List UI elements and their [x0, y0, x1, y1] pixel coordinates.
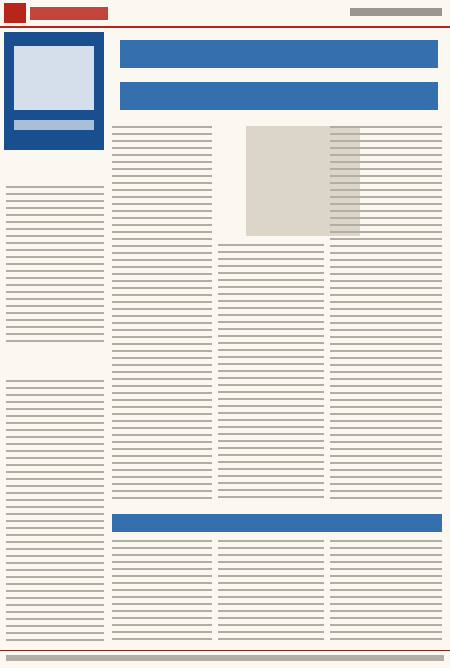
- text-line-placeholder: [218, 391, 324, 393]
- text-line-placeholder: [6, 471, 104, 473]
- masthead: [0, 0, 450, 26]
- text-line-placeholder: [330, 210, 442, 212]
- text-line-placeholder: [6, 541, 104, 543]
- text-line-placeholder: [330, 483, 442, 485]
- text-line-placeholder: [218, 328, 324, 330]
- text-line-placeholder: [6, 429, 104, 431]
- text-line-placeholder: [330, 287, 442, 289]
- text-line-placeholder: [112, 266, 212, 268]
- text-line-placeholder: [330, 420, 442, 422]
- text-line-placeholder: [330, 189, 442, 191]
- text-line-placeholder: [330, 427, 442, 429]
- text-line-placeholder: [112, 273, 212, 275]
- text-line-placeholder: [330, 294, 442, 296]
- text-line-placeholder: [330, 406, 442, 408]
- text-line-placeholder: [112, 462, 212, 464]
- text-line-placeholder: [6, 583, 104, 585]
- text-line-placeholder: [330, 624, 442, 626]
- text-line-placeholder: [330, 392, 442, 394]
- text-line-placeholder: [6, 305, 104, 307]
- text-line-placeholder: [330, 554, 442, 556]
- text-line-placeholder: [218, 482, 324, 484]
- text-line-placeholder: [112, 189, 212, 191]
- text-line-placeholder: [6, 464, 104, 466]
- text-line-placeholder: [330, 364, 442, 366]
- text-line-placeholder: [6, 562, 104, 564]
- text-line-placeholder: [330, 238, 442, 240]
- text-line-placeholder: [218, 610, 324, 612]
- text-line-placeholder: [330, 196, 442, 198]
- text-line-placeholder: [112, 133, 212, 135]
- text-line-placeholder: [330, 273, 442, 275]
- text-line-placeholder: [6, 242, 104, 244]
- text-line-placeholder: [330, 336, 442, 338]
- text-line-placeholder: [6, 319, 104, 321]
- text-line-placeholder: [218, 272, 324, 274]
- text-line-placeholder: [218, 447, 324, 449]
- text-line-placeholder: [330, 589, 442, 591]
- text-line-placeholder: [6, 298, 104, 300]
- text-line-placeholder: [330, 161, 442, 163]
- text-line-placeholder: [330, 252, 442, 254]
- text-line-placeholder: [112, 224, 212, 226]
- text-line-placeholder: [330, 329, 442, 331]
- text-line-placeholder: [112, 420, 212, 422]
- text-line-placeholder: [6, 450, 104, 452]
- text-line-placeholder: [112, 413, 212, 415]
- text-line-placeholder: [6, 263, 104, 265]
- text-line-placeholder: [112, 259, 212, 261]
- text-line-placeholder: [112, 196, 212, 198]
- text-line-placeholder: [330, 617, 442, 619]
- text-line-placeholder: [112, 624, 212, 626]
- text-line-placeholder: [112, 329, 212, 331]
- text-line-placeholder: [218, 265, 324, 267]
- text-line-placeholder: [112, 287, 212, 289]
- text-line-placeholder: [218, 617, 324, 619]
- text-line-placeholder: [330, 175, 442, 177]
- text-line-placeholder: [112, 217, 212, 219]
- text-line-placeholder: [6, 270, 104, 272]
- text-line-placeholder: [6, 380, 104, 382]
- text-line-placeholder: [6, 235, 104, 237]
- text-line-placeholder: [6, 312, 104, 314]
- text-line-placeholder: [6, 604, 104, 606]
- text-line-placeholder: [330, 280, 442, 282]
- text-line-placeholder: [218, 575, 324, 577]
- text-line-placeholder: [218, 496, 324, 498]
- text-line-placeholder: [218, 398, 324, 400]
- text-line-placeholder: [112, 406, 212, 408]
- text-line-placeholder: [218, 468, 324, 470]
- column-subtitle-block: [14, 120, 94, 130]
- masthead-meta-block: [350, 8, 442, 16]
- text-line-placeholder: [112, 371, 212, 373]
- text-line-placeholder: [6, 443, 104, 445]
- text-line-placeholder: [112, 364, 212, 366]
- text-line-placeholder: [330, 371, 442, 373]
- text-line-placeholder: [218, 554, 324, 556]
- text-line-placeholder: [218, 568, 324, 570]
- text-line-placeholder: [6, 387, 104, 389]
- text-line-placeholder: [330, 596, 442, 598]
- text-line-placeholder: [330, 245, 442, 247]
- text-line-placeholder: [112, 434, 212, 436]
- text-line-placeholder: [112, 554, 212, 556]
- text-line-placeholder: [6, 200, 104, 202]
- text-line-placeholder: [6, 415, 104, 417]
- text-line-placeholder: [112, 603, 212, 605]
- text-line-placeholder: [112, 336, 212, 338]
- text-line-placeholder: [6, 277, 104, 279]
- text-line-placeholder: [218, 419, 324, 421]
- text-line-placeholder: [6, 576, 104, 578]
- text-line-placeholder: [6, 256, 104, 258]
- text-line-placeholder: [330, 547, 442, 549]
- text-line-placeholder: [112, 589, 212, 591]
- text-line-placeholder: [112, 280, 212, 282]
- text-line-placeholder: [6, 228, 104, 230]
- text-line-placeholder: [6, 520, 104, 522]
- text-line-placeholder: [6, 506, 104, 508]
- text-line-placeholder: [330, 133, 442, 135]
- text-line-placeholder: [6, 408, 104, 410]
- text-line-placeholder: [112, 631, 212, 633]
- text-line-placeholder: [218, 258, 324, 260]
- text-line-placeholder: [330, 540, 442, 542]
- text-line-placeholder: [218, 307, 324, 309]
- text-line-placeholder: [330, 399, 442, 401]
- text-line-placeholder: [218, 540, 324, 542]
- text-line-placeholder: [330, 357, 442, 359]
- paper-name-block: [30, 7, 108, 20]
- text-line-placeholder: [112, 441, 212, 443]
- text-line-placeholder: [6, 422, 104, 424]
- text-line-placeholder: [330, 490, 442, 492]
- text-line-placeholder: [6, 284, 104, 286]
- text-line-placeholder: [218, 461, 324, 463]
- text-line-placeholder: [6, 193, 104, 195]
- text-line-placeholder: [218, 596, 324, 598]
- text-line-placeholder: [112, 378, 212, 380]
- text-line-placeholder: [330, 203, 442, 205]
- text-line-placeholder: [330, 568, 442, 570]
- text-line-placeholder: [330, 603, 442, 605]
- text-line-placeholder: [112, 427, 212, 429]
- text-line-placeholder: [218, 561, 324, 563]
- text-line-placeholder: [330, 259, 442, 261]
- text-line-placeholder: [218, 244, 324, 246]
- text-line-placeholder: [6, 333, 104, 335]
- text-line-placeholder: [218, 433, 324, 435]
- text-line-placeholder: [112, 582, 212, 584]
- text-line-placeholder: [330, 476, 442, 478]
- text-line-placeholder: [112, 350, 212, 352]
- text-line-placeholder: [6, 249, 104, 251]
- text-line-placeholder: [330, 455, 442, 457]
- text-line-placeholder: [330, 217, 442, 219]
- text-line-placeholder: [218, 631, 324, 633]
- text-line-placeholder: [112, 182, 212, 184]
- text-line-placeholder: [6, 485, 104, 487]
- column-title-block: [14, 46, 94, 110]
- text-line-placeholder: [6, 478, 104, 480]
- text-line-placeholder: [6, 436, 104, 438]
- text-line-placeholder: [218, 405, 324, 407]
- text-line-placeholder: [218, 356, 324, 358]
- text-line-placeholder: [112, 322, 212, 324]
- text-line-placeholder: [112, 448, 212, 450]
- text-line-placeholder: [112, 596, 212, 598]
- text-line-placeholder: [330, 322, 442, 324]
- text-line-placeholder: [112, 245, 212, 247]
- text-line-placeholder: [6, 340, 104, 342]
- text-line-placeholder: [112, 147, 212, 149]
- text-line-placeholder: [218, 638, 324, 640]
- text-line-placeholder: [112, 540, 212, 542]
- text-line-placeholder: [6, 492, 104, 494]
- text-line-placeholder: [218, 377, 324, 379]
- text-line-placeholder: [6, 394, 104, 396]
- text-line-placeholder: [330, 168, 442, 170]
- text-line-placeholder: [218, 489, 324, 491]
- text-line-placeholder: [330, 561, 442, 563]
- text-line-placeholder: [218, 412, 324, 414]
- text-line-placeholder: [112, 399, 212, 401]
- text-line-placeholder: [218, 370, 324, 372]
- text-line-placeholder: [330, 182, 442, 184]
- text-line-placeholder: [218, 293, 324, 295]
- text-line-placeholder: [112, 168, 212, 170]
- text-line-placeholder: [112, 561, 212, 563]
- text-line-placeholder: [112, 575, 212, 577]
- text-line-placeholder: [112, 175, 212, 177]
- text-line-placeholder: [6, 207, 104, 209]
- text-line-placeholder: [218, 589, 324, 591]
- text-line-placeholder: [6, 221, 104, 223]
- text-line-placeholder: [218, 475, 324, 477]
- text-line-placeholder: [112, 547, 212, 549]
- text-line-placeholder: [330, 231, 442, 233]
- bottom-headline-block: [112, 514, 442, 532]
- text-line-placeholder: [330, 126, 442, 128]
- text-line-placeholder: [330, 378, 442, 380]
- text-line-placeholder: [6, 513, 104, 515]
- section-badge: [4, 3, 26, 23]
- text-line-placeholder: [112, 252, 212, 254]
- text-line-placeholder: [218, 286, 324, 288]
- text-line-placeholder: [330, 301, 442, 303]
- text-line-placeholder: [112, 343, 212, 345]
- text-line-placeholder: [218, 454, 324, 456]
- text-line-placeholder: [112, 497, 212, 499]
- text-line-placeholder: [330, 434, 442, 436]
- text-line-placeholder: [218, 384, 324, 386]
- footer-text-block: [6, 655, 444, 661]
- text-line-placeholder: [330, 308, 442, 310]
- lead-headline-2-block: [120, 82, 438, 110]
- text-line-placeholder: [112, 301, 212, 303]
- lead-illustration: [246, 126, 360, 236]
- text-line-placeholder: [330, 147, 442, 149]
- text-line-placeholder: [330, 631, 442, 633]
- text-line-placeholder: [330, 154, 442, 156]
- text-line-placeholder: [6, 214, 104, 216]
- text-line-placeholder: [330, 610, 442, 612]
- text-line-placeholder: [330, 140, 442, 142]
- text-line-placeholder: [6, 569, 104, 571]
- text-line-placeholder: [218, 251, 324, 253]
- text-line-placeholder: [330, 448, 442, 450]
- text-line-placeholder: [6, 534, 104, 536]
- text-line-placeholder: [218, 349, 324, 351]
- text-line-placeholder: [218, 314, 324, 316]
- text-line-placeholder: [6, 555, 104, 557]
- text-line-placeholder: [218, 300, 324, 302]
- text-line-placeholder: [112, 238, 212, 240]
- text-line-placeholder: [218, 582, 324, 584]
- text-line-placeholder: [218, 321, 324, 323]
- text-line-placeholder: [6, 625, 104, 627]
- text-line-placeholder: [112, 210, 212, 212]
- text-line-placeholder: [6, 457, 104, 459]
- text-line-placeholder: [6, 499, 104, 501]
- text-line-placeholder: [6, 597, 104, 599]
- text-line-placeholder: [330, 224, 442, 226]
- text-line-placeholder: [112, 455, 212, 457]
- text-line-placeholder: [218, 603, 324, 605]
- text-line-placeholder: [112, 476, 212, 478]
- footer-rule: [0, 650, 450, 651]
- text-line-placeholder: [218, 342, 324, 344]
- text-line-placeholder: [6, 590, 104, 592]
- text-line-placeholder: [6, 401, 104, 403]
- text-line-placeholder: [112, 483, 212, 485]
- text-line-placeholder: [218, 440, 324, 442]
- text-line-placeholder: [112, 490, 212, 492]
- text-line-placeholder: [112, 203, 212, 205]
- text-line-placeholder: [112, 315, 212, 317]
- text-line-placeholder: [330, 497, 442, 499]
- text-line-placeholder: [112, 154, 212, 156]
- text-line-placeholder: [218, 335, 324, 337]
- text-line-placeholder: [112, 231, 212, 233]
- text-line-placeholder: [6, 611, 104, 613]
- text-line-placeholder: [6, 632, 104, 634]
- text-line-placeholder: [218, 363, 324, 365]
- text-line-placeholder: [6, 326, 104, 328]
- text-line-placeholder: [330, 441, 442, 443]
- text-line-placeholder: [330, 575, 442, 577]
- text-line-placeholder: [330, 315, 442, 317]
- text-line-placeholder: [218, 547, 324, 549]
- text-line-placeholder: [112, 610, 212, 612]
- text-line-placeholder: [6, 527, 104, 529]
- text-line-placeholder: [112, 357, 212, 359]
- text-line-placeholder: [112, 294, 212, 296]
- text-line-placeholder: [112, 617, 212, 619]
- text-line-placeholder: [218, 279, 324, 281]
- text-line-placeholder: [112, 385, 212, 387]
- text-line-placeholder: [112, 126, 212, 128]
- text-line-placeholder: [6, 186, 104, 188]
- masthead-rule: [0, 26, 450, 28]
- text-line-placeholder: [6, 618, 104, 620]
- text-line-placeholder: [112, 140, 212, 142]
- lead-headline-1-block: [120, 40, 438, 68]
- text-line-placeholder: [6, 548, 104, 550]
- text-line-placeholder: [330, 582, 442, 584]
- text-line-placeholder: [330, 469, 442, 471]
- text-line-placeholder: [330, 350, 442, 352]
- text-line-placeholder: [330, 343, 442, 345]
- text-line-placeholder: [112, 568, 212, 570]
- text-line-placeholder: [112, 638, 212, 640]
- text-line-placeholder: [112, 308, 212, 310]
- text-line-placeholder: [330, 462, 442, 464]
- text-line-placeholder: [330, 638, 442, 640]
- text-line-placeholder: [6, 291, 104, 293]
- text-line-placeholder: [330, 385, 442, 387]
- text-line-placeholder: [112, 161, 212, 163]
- text-line-placeholder: [218, 624, 324, 626]
- text-line-placeholder: [218, 426, 324, 428]
- text-line-placeholder: [330, 266, 442, 268]
- text-line-placeholder: [6, 639, 104, 641]
- text-line-placeholder: [330, 413, 442, 415]
- text-line-placeholder: [112, 392, 212, 394]
- text-line-placeholder: [112, 469, 212, 471]
